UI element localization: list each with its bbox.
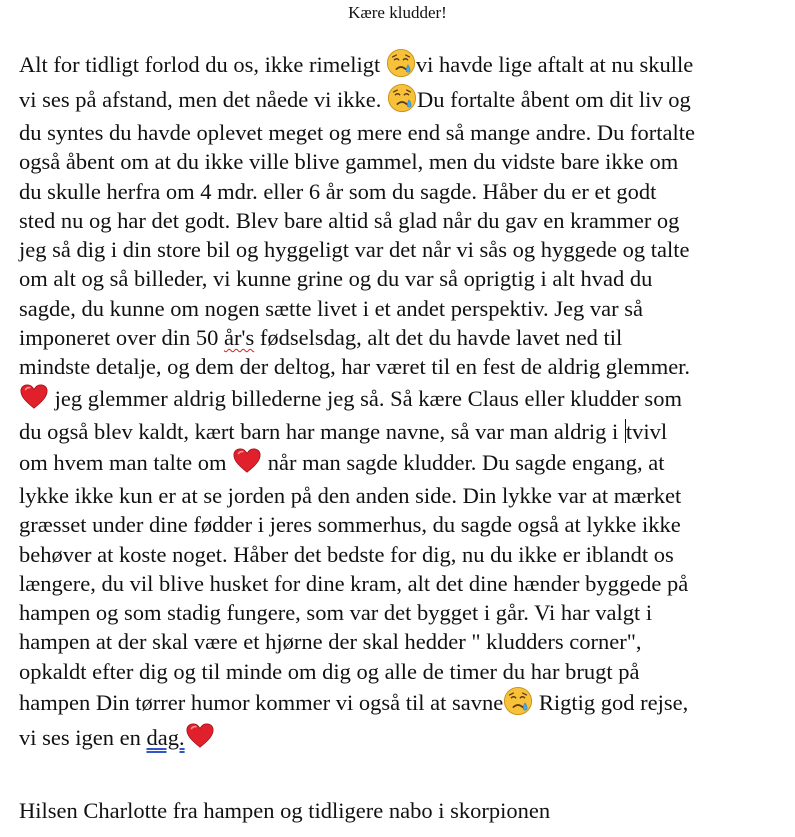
text-segment: fødselsdag, alt det du havde lavet ned til [254, 325, 623, 351]
text-line: hampen at der skal være et hjørne der skal hedder " kludders corner", [19, 629, 642, 655]
text-segment: Du fortalte åbent om dit liv og [417, 87, 691, 112]
grammar-check-word[interactable]: dag. [146, 725, 185, 751]
text-segment: Rigtig god rejse, [533, 690, 689, 716]
text-line [19, 382, 789, 417]
text-line: du skulle herfra om 4 mdr. eller 6 år som du sagde. Håber du er et godt [19, 178, 657, 204]
text-line: længere, du vil blive husket for dine kram, alt det dine hænder byggede på [19, 570, 689, 596]
letter-body [19, 48, 789, 756]
text-line [19, 417, 789, 446]
text-line [19, 48, 789, 83]
red-heart-icon [232, 446, 262, 476]
text-line [19, 83, 789, 118]
text-line: lykke ikke kun er at se jorden på den anden side. Din lykke var at mærket [19, 482, 682, 508]
sad-face-icon [503, 686, 533, 716]
text-segment: du også blev kaldt, kært barn har mange navne, så var man aldrig i [19, 418, 624, 444]
red-heart-icon [185, 721, 215, 751]
text-line: også åbent om at du ikke ville blive gammel, men du vidste bare ikke om [19, 149, 679, 175]
text-line: behøver at koste noget. Håber det bedste for dig, nu du ikke er iblandt os [19, 541, 674, 567]
text-segment: hampen Din tørrer humor kommer vi også til at savne [19, 690, 504, 716]
text-line [19, 686, 789, 721]
text-line: du syntes du havde oplevet meget og mere end så mange andre. Du fortalte [19, 120, 696, 145]
text-segment: vi havde lige aftalt at nu skulle [415, 52, 694, 77]
text-line: om alt og så billeder, vi kunne grine og du var så oprigtig i alt hvad du [19, 266, 653, 292]
text-segment: vi ses på afstand, men det nåede vi ikke. [19, 87, 388, 112]
text-line: sagde, du kunne om nogen sætte livet i et andet perspektiv. Jeg var så [19, 295, 644, 321]
text-line: hampen og som stadig fungere, som var det bygget i går. Vi har valgt i [19, 600, 653, 626]
text-line: mindste detalje, og dem der deltog, har været til en fest de aldrig glemmer. [19, 354, 691, 380]
spellcheck-word[interactable]: år's [223, 325, 255, 351]
text-line: opkaldt efter dig og til minde om dig og alle de timer du har brugt på [19, 658, 640, 684]
signature-line: Hilsen Charlotte fra hampen og tidligere nabo i skorpionen [19, 798, 551, 823]
text-segment: Alt for tidligt forlod du os, ikke rimeligt [19, 52, 386, 77]
text-line [19, 446, 789, 481]
text-line: græsset under dine fødder i jeres sommerhus, du sagde også at lykke ikke [19, 512, 681, 538]
text-line [19, 721, 789, 756]
sad-face-icon [386, 48, 416, 78]
red-heart-icon [19, 382, 49, 412]
sad-face-icon [387, 83, 417, 113]
text-segment: vi ses igen en [19, 725, 147, 751]
text-line: sted nu og har det godt. Blev bare altid så glad når du gav en krammer og [19, 207, 680, 233]
text-segment: om hvem man talte om [19, 449, 233, 475]
text-segment: jeg glemmer aldrig billederne jeg så. Så kære Claus eller kludder som [49, 385, 682, 411]
text-segment: tvivl [625, 418, 668, 444]
text-segment: når man sagde kludder. Du sagde engang, at [262, 449, 665, 475]
text-line: jeg så dig i din store bil og hyggeligt var det når vi sås og hyggede og talte [19, 237, 690, 263]
text-segment: imponeret over din 50 [19, 325, 224, 351]
text-line [19, 323, 789, 352]
letter-title: Kære kludder! [348, 3, 447, 22]
